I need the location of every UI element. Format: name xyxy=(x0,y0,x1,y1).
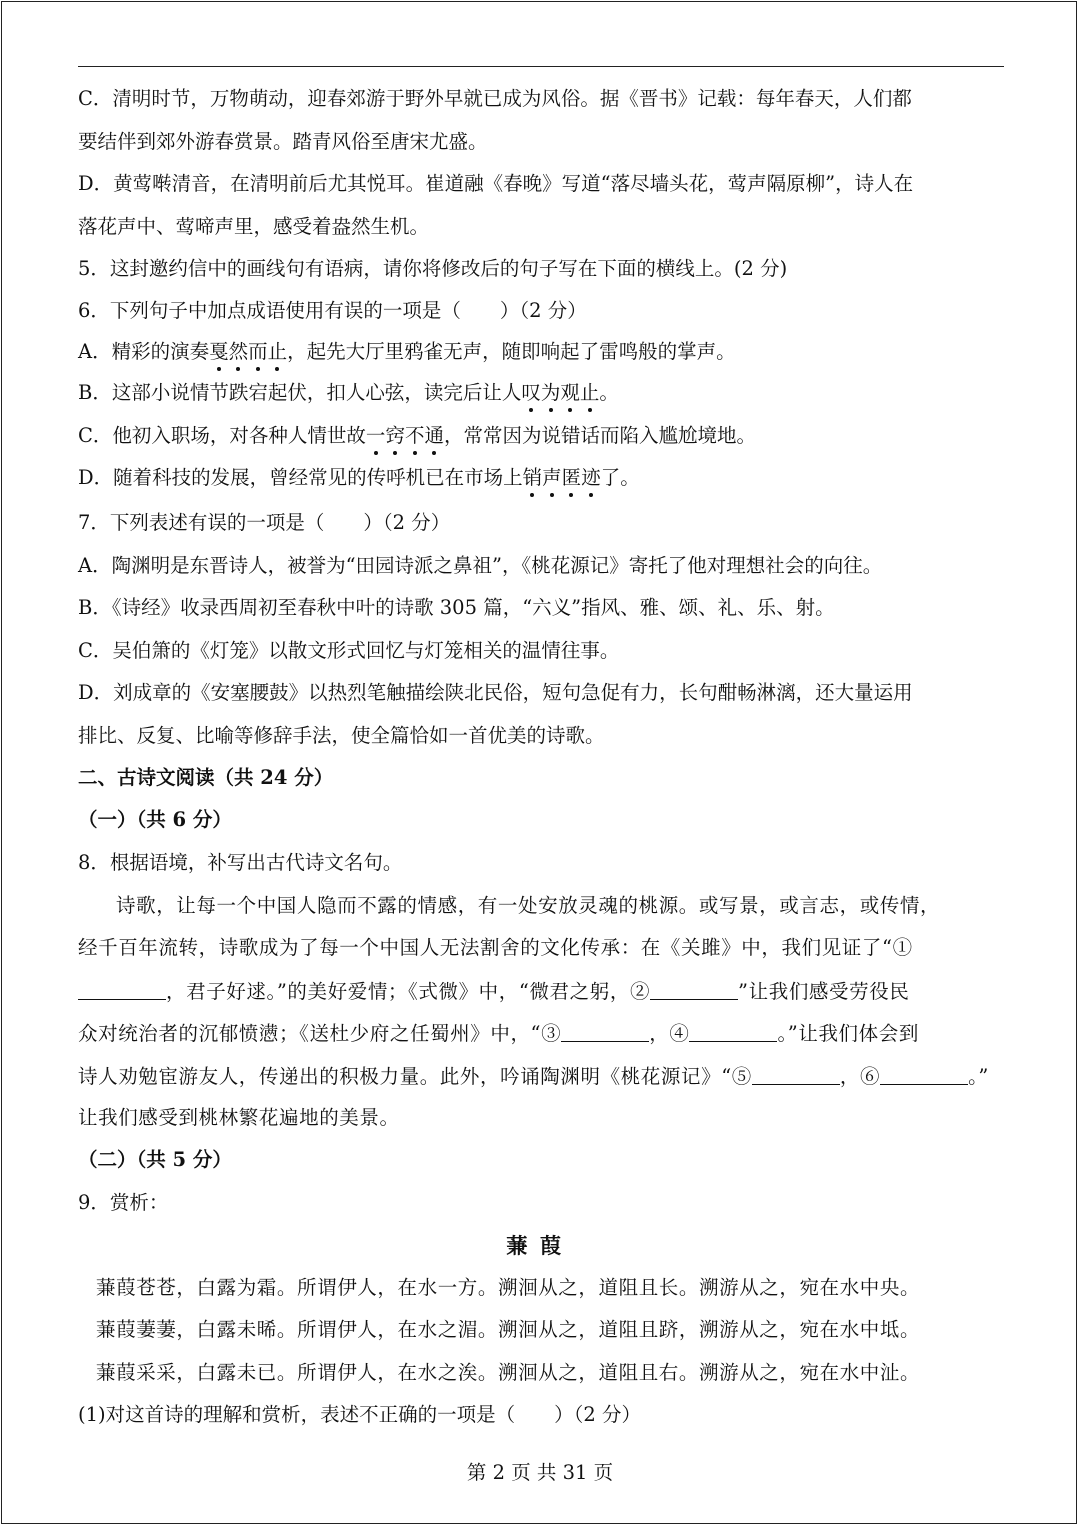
emphasis-char: 观 xyxy=(560,381,580,404)
question-7-option-d-line-2: 排比、反复、比喻等修辞手法，使全篇恰如一首优美的诗歌。 xyxy=(78,724,605,747)
option-c-line-2: 要结伴到郊外游春赏景。踏青风俗至唐宋尤盛。 xyxy=(78,130,488,153)
answer-blank-5[interactable] xyxy=(752,1064,840,1085)
question-7-option-d-line-1: D．刘成章的《安塞腰鼓》以热烈笔触描绘陕北民俗，短句急促有力，长句酣畅淋漓，还大量运用 xyxy=(78,681,913,704)
question-7: 7．下列表述有误的一项是（ ）（2 分） xyxy=(78,511,451,534)
passage-text: ”让我们感受劳役民 xyxy=(738,980,910,1003)
option-text: 了。 xyxy=(600,466,640,489)
question-5: 5．这封邀约信中的画线句有语病，请你将修改后的句子写在下面的横线上。(2 分) xyxy=(78,257,788,280)
emphasis-char: 而 xyxy=(248,340,268,363)
header-rule xyxy=(78,66,1004,67)
option-text: ，起先大厅里鸦雀无声，随即响起了雷鸣般的掌声。 xyxy=(287,340,736,363)
answer-blank-2[interactable] xyxy=(650,979,738,1000)
passage-line-2: 经千百年流转，诗歌成为了每一个中国人无法割舍的文化传承：在《关雎》中，我们见证了“① xyxy=(78,936,913,959)
passage-text: 众对统治者的沉郁愤懑；《送杜少府之任蜀州》中，“③ xyxy=(78,1022,562,1045)
passage-text: ，④ xyxy=(649,1022,690,1045)
passage-text: ，⑥ xyxy=(839,1065,881,1088)
subsection-1-heading: （一）（共 6 分） xyxy=(78,808,232,831)
option-text: B．这部小说情节跌宕起伏，扣人心弦，读完后让人 xyxy=(78,381,522,404)
emphasis-char: 止 xyxy=(267,340,288,363)
option-text: ，常常因为说错话而陷入尴尬境地。 xyxy=(443,424,756,447)
poem-stanza-1: 蒹葭苍苍，白露为霜。所谓伊人，在水一方。溯洄从之，道阻且长。溯游从之，宛在水中央。 xyxy=(96,1276,921,1299)
option-d-line-1: D．黄莺啭清音，在清明前后尤其悦耳。崔道融《春晚》写道“落尽墙头花，莺声隔原柳”，诗人在 xyxy=(78,172,914,195)
answer-blank-6[interactable] xyxy=(880,1064,968,1085)
emphasis-char: 然 xyxy=(228,340,249,363)
emphasis-char: 匿 xyxy=(561,466,582,489)
answer-blank-4[interactable] xyxy=(689,1021,777,1042)
question-9: 9．赏析： xyxy=(78,1191,169,1214)
emphasis-char: 声 xyxy=(542,466,562,489)
passage-line-4 xyxy=(78,1021,1008,1046)
emphasis-char: 一 xyxy=(365,424,386,447)
dotted-idiom xyxy=(523,466,601,489)
passage-text: 。”让我们体会到 xyxy=(777,1022,919,1045)
question-7-option-a: A．陶渊明是东晋诗人，被誉为“田园诗派之鼻祖”，《桃花源记》寄托了他对理想社会的向往。 xyxy=(78,554,883,577)
option-c-line-1: C．清明时节，万物萌动，迎春郊游于野外早就已成为风俗。据《晋书》记载：每年春天，人们都 xyxy=(78,87,912,110)
option-text: A．精彩的演奏 xyxy=(78,340,210,363)
subsection-2-heading: （二）（共 5 分） xyxy=(78,1148,232,1171)
emphasis-char: 窍 xyxy=(385,424,405,447)
question-6-option-d xyxy=(78,466,1008,490)
passage-line-1: 诗歌，让每一个中国人隐而不露的情感，有一处安放灵魂的桃源。或写景，或言志，或传情， xyxy=(116,894,941,917)
question-7-option-c: C．吴伯箫的《灯笼》以散文形式回忆与灯笼相关的温情往事。 xyxy=(78,639,620,662)
emphasis-char: 销 xyxy=(522,466,543,489)
passage-text: 诗人劝勉宦游友人，传递出的积极力量。此外，吟诵陶渊明《桃花源记》“⑤ xyxy=(78,1065,752,1088)
emphasis-char: 戛 xyxy=(209,340,229,363)
emphasis-char: 迹 xyxy=(581,466,601,489)
passage-text: ，君子好逑。”的美好爱情；《式微》中，“微君之躬，② xyxy=(166,980,651,1003)
question-9-part-1: (1)对这首诗的理解和赏析，表述不正确的一项是（ ）（2 分） xyxy=(78,1403,641,1426)
emphasis-char: 为 xyxy=(540,381,561,404)
page-footer: 第 2 页 共 31 页 xyxy=(466,1461,614,1484)
passage-line-5 xyxy=(78,1064,1008,1089)
dotted-idiom xyxy=(209,340,287,363)
poem-title: 蒹葭 xyxy=(506,1233,574,1258)
option-d-line-2: 落花声中、莺啼声里，感受着盎然生机。 xyxy=(78,215,430,238)
option-text: D．随着科技的发展，曾经常见的传呼机已在市场上 xyxy=(78,466,523,489)
answer-blank-3[interactable] xyxy=(561,1021,649,1042)
emphasis-char: 通 xyxy=(424,424,444,447)
passage-line-3 xyxy=(78,979,1008,1004)
passage-text: 。” xyxy=(968,1065,989,1088)
poem-stanza-3: 蒹葭采采，白露未已。所谓伊人，在水之涘。溯洄从之，道阻且右。溯游从之，宛在水中沚。 xyxy=(96,1361,921,1384)
question-7-option-b: B．《诗经》收录西周初至春秋中叶的诗歌 305 篇，“六义”指风、雅、颂、礼、乐、射。 xyxy=(78,596,835,619)
poem-stanza-2: 蒹葭萋萋，白露未晞。所谓伊人，在水之湄。溯洄从之，道阻且跻，溯游从之，宛在水中坻。 xyxy=(96,1318,921,1341)
section-2-heading: 二、古诗文阅读（共 24 分） xyxy=(78,766,334,789)
question-6-option-c xyxy=(78,424,1008,448)
question-8: 8．根据语境，补写出古代诗文名句。 xyxy=(78,851,403,874)
question-6-option-b xyxy=(78,381,1008,405)
question-6: 6．下列句子中加点成语使用有误的一项是（ ）（2 分） xyxy=(78,299,587,322)
answer-blank-1[interactable] xyxy=(78,979,166,1000)
option-text: C．他初入职场，对各种人情世故 xyxy=(78,424,366,447)
emphasis-char: 叹 xyxy=(521,381,541,404)
dotted-idiom xyxy=(366,424,444,447)
question-6-option-a xyxy=(78,340,1008,364)
emphasis-char: 不 xyxy=(404,424,425,447)
option-text: 。 xyxy=(599,381,619,404)
passage-line-6: 让我们感受到桃林繁花遍地的美景。 xyxy=(78,1106,400,1129)
dotted-idiom xyxy=(521,381,599,404)
emphasis-char: 止 xyxy=(579,381,600,404)
